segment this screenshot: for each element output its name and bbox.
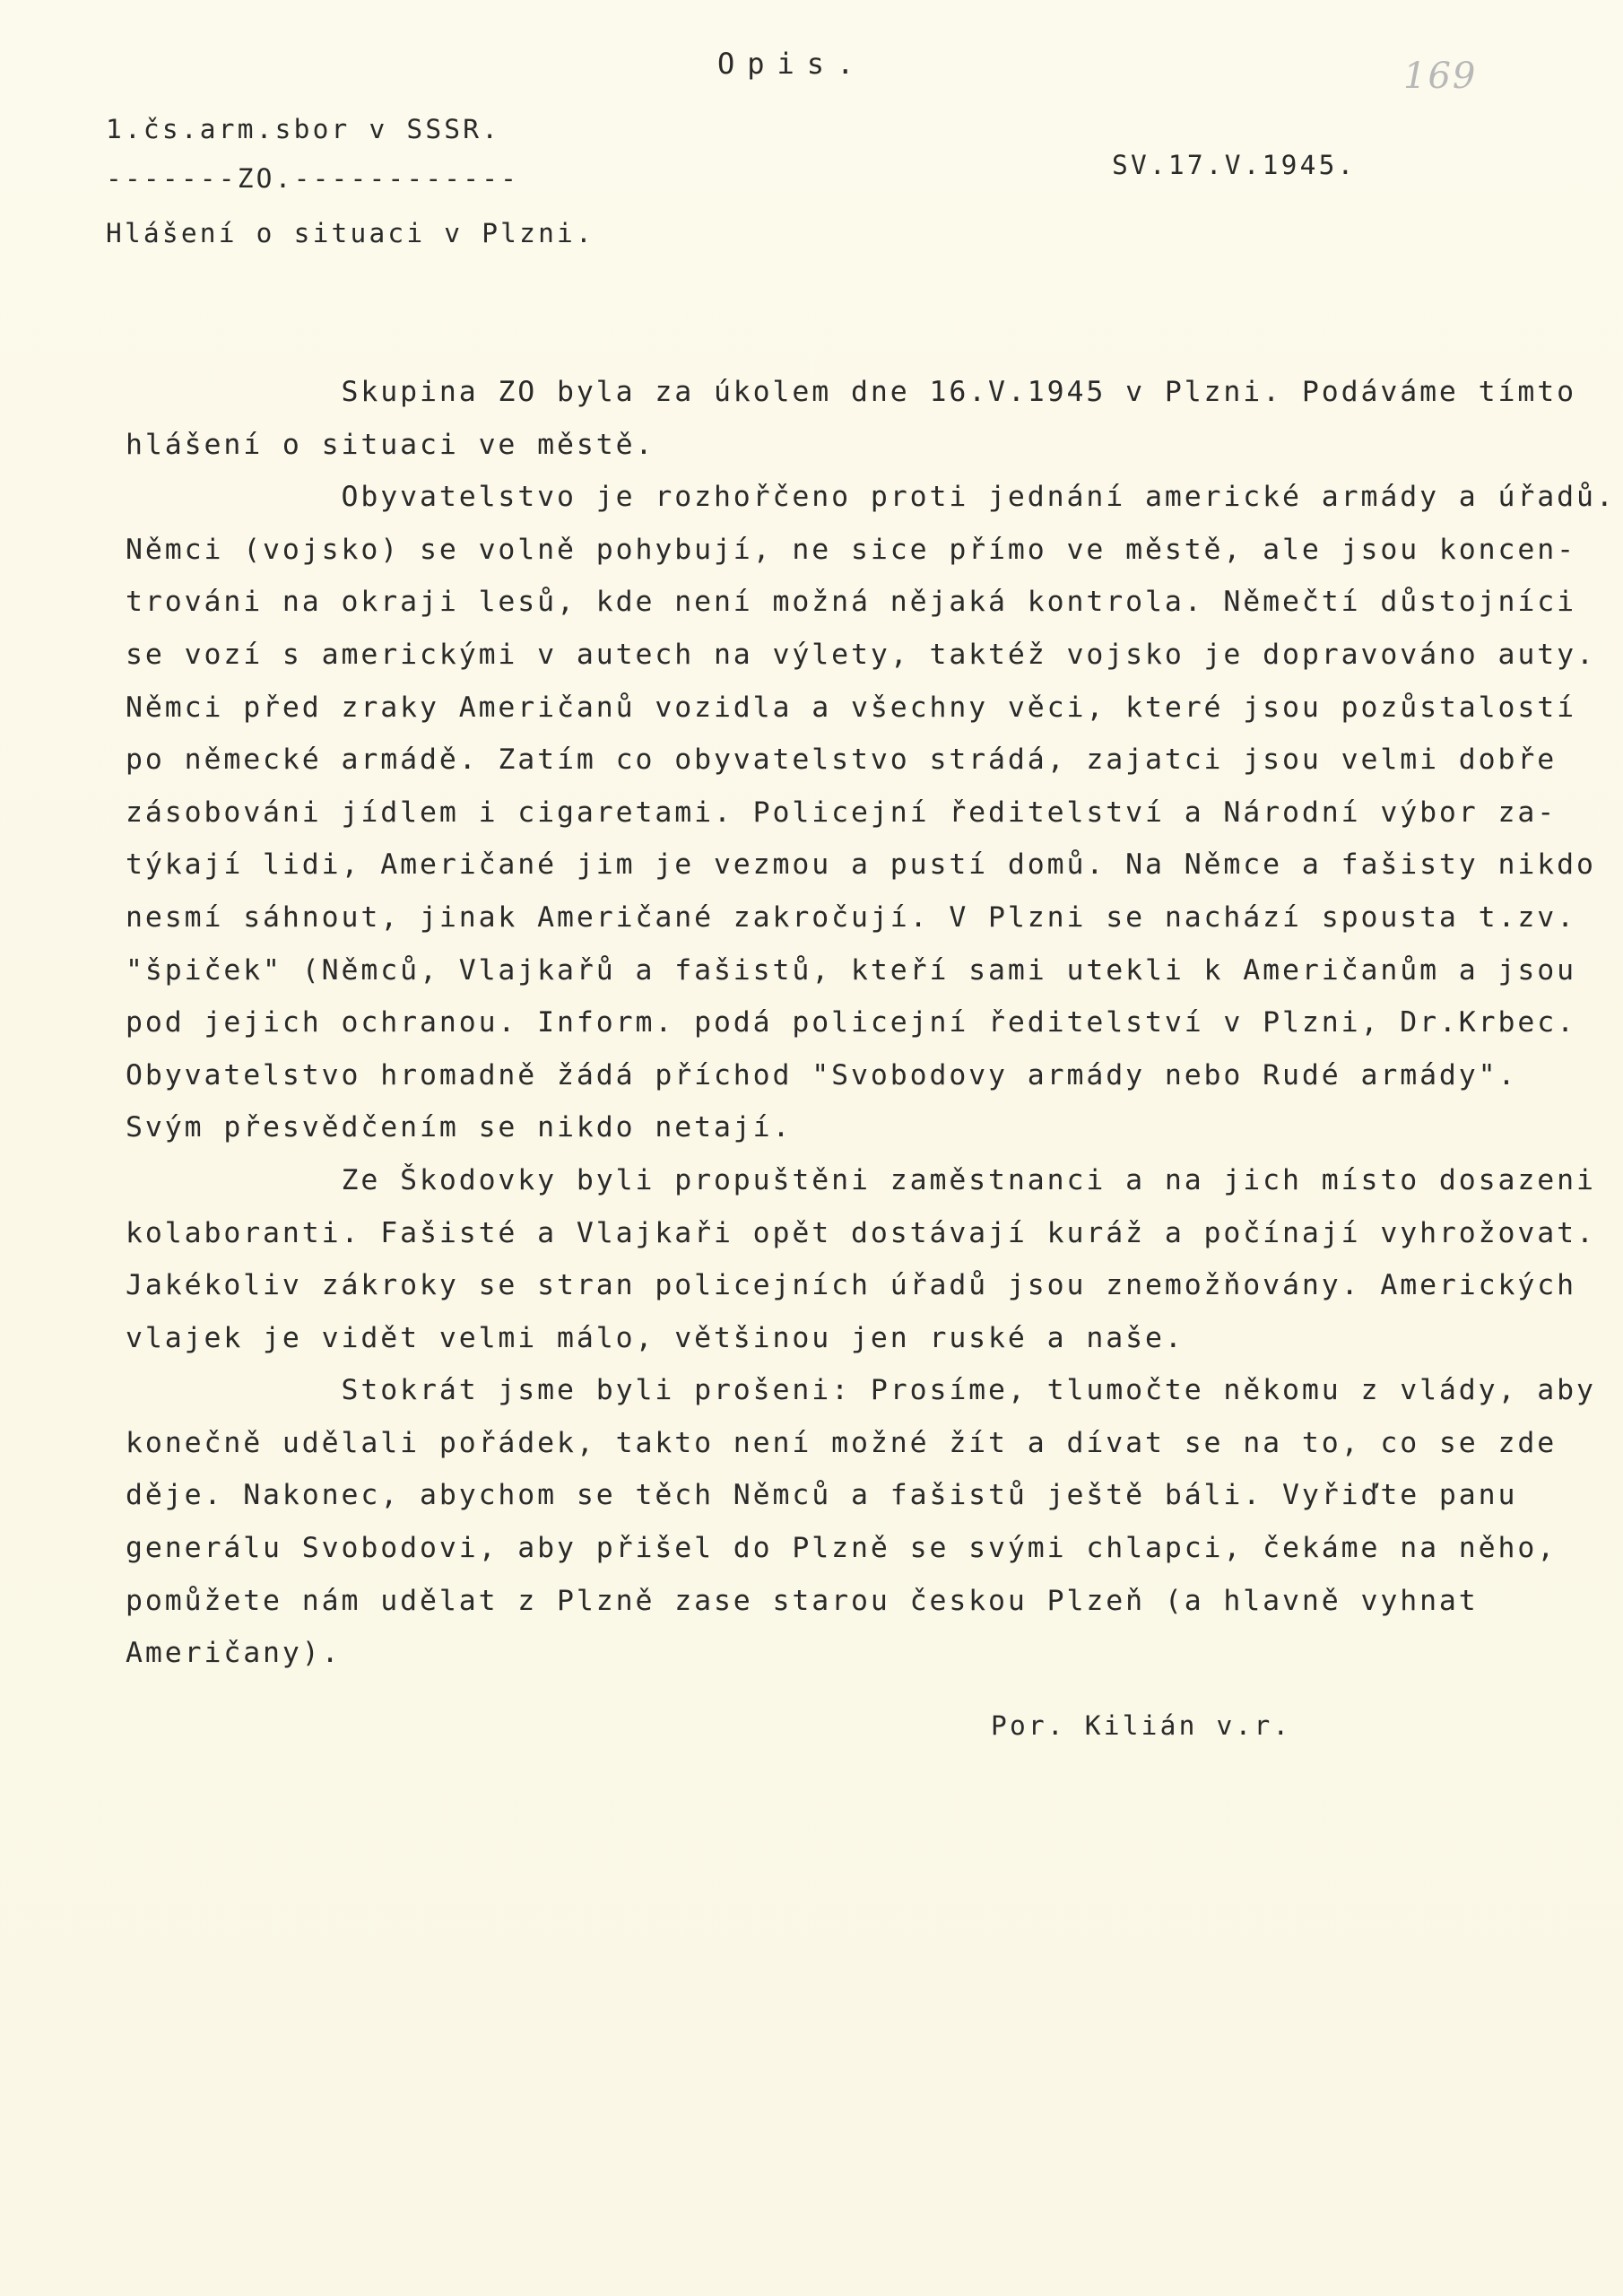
body-line: vlajek je vidět velmi málo, většinou jen ruské a naše.: [126, 1321, 1185, 1354]
report-body: [126, 366, 1616, 1680]
section-code-underline: -------ZO.------------: [106, 163, 520, 194]
body-line: týkají lidi, Američané jim je vezmou a pustí domů. Na Němce a fašisty nikdo: [126, 848, 1596, 882]
document-title: Opis.: [717, 47, 867, 81]
body-line: kolaboranti. Fašisté a Vlajkaři opět dostávají kuráž a počínají vyhrožovat.: [126, 1216, 1596, 1249]
document-subject: Hlášení o situaci v Plzni.: [106, 218, 595, 248]
body-line: zásobováni jídlem i cigaretami. Policejní ředitelství a Národní výbor za-: [126, 796, 1558, 829]
body-line: se vozí s americkými v autech na výlety, taktéž vojsko je dopravováno auty.: [126, 638, 1596, 671]
body-line: děje. Nakonec, abychom se těch Němců a fašistů ještě báli. Vyřiďte panu: [126, 1479, 1518, 1512]
body-line: nesmí sáhnout, jinak Američané zakročují. V Plzni se nachází spousta t.zv.: [126, 900, 1576, 934]
body-line: Američany).: [126, 1637, 342, 1670]
body-line: Skupina ZO byla za úkolem dne 16.V.1945 v Plzni. Podáváme tímto: [126, 376, 1576, 408]
body-line: pod jejich ochranou. Inform. podá policejní ředitelství v Plzni, Dr.Krbec.: [126, 1006, 1576, 1039]
body-line: pomůžete nám udělat z Plzně zase starou českou Plzeň (a hlavně vyhnat: [126, 1584, 1479, 1617]
body-line: konečně udělali pořádek, takto není možné žít a dívat se na to, co se zde: [126, 1426, 1558, 1459]
body-line: Ze Škodovky byli propuštěni zaměstnanci a na jich místo dosazeni: [126, 1163, 1596, 1196]
body-line: Svým přesvědčením se nikdo netají.: [126, 1111, 793, 1144]
body-line: po německé armádě. Zatím co obyvatelstvo strádá, zajatci jsou velmi dobře: [126, 744, 1558, 777]
body-line: Obyvatelstvo je rozhořčeno proti jednání americké armády a úřadů.: [126, 481, 1616, 514]
body-line: "špiček" (Němců, Vlajkařů a fašistů, kteří sami utekli k Američanům a jsou: [126, 953, 1576, 987]
body-line: generálu Svobodovi, aby přišel do Plzně se svými chlapci, čekáme na něho,: [126, 1532, 1558, 1565]
signature: Por. Kilián v.r.: [991, 1710, 1292, 1741]
body-line: trováni na okraji lesů, kde není možná nějaká kontrola. Němečtí důstojníci: [126, 586, 1576, 619]
body-line: Obyvatelstvo hromadně žádá příchod "Svobodovy armády nebo Rudé armády".: [126, 1058, 1518, 1091]
unit-line: 1.čs.arm.sbor v SSSR.: [106, 114, 501, 144]
body-line: Stokrát jsme byli prošeni: Prosíme, tlumočte někomu z vlády, aby: [126, 1374, 1596, 1407]
body-line: hlášení o situaci ve městě.: [126, 428, 655, 461]
document-date: SV.17.V.1945.: [1112, 150, 1357, 180]
body-line: Němci před zraky Američanů vozidla a všechny věci, které jsou pozůstalostí: [126, 691, 1576, 724]
body-line: Němci (vojsko) se volně pohybují, ne sice přímo ve městě, ale jsou koncen-: [126, 533, 1576, 566]
handwritten-page-number: 169: [1403, 56, 1478, 97]
body-line: Jakékoliv zákroky se stran policejních úřadů jsou znemožňovány. Amerických: [126, 1269, 1576, 1302]
